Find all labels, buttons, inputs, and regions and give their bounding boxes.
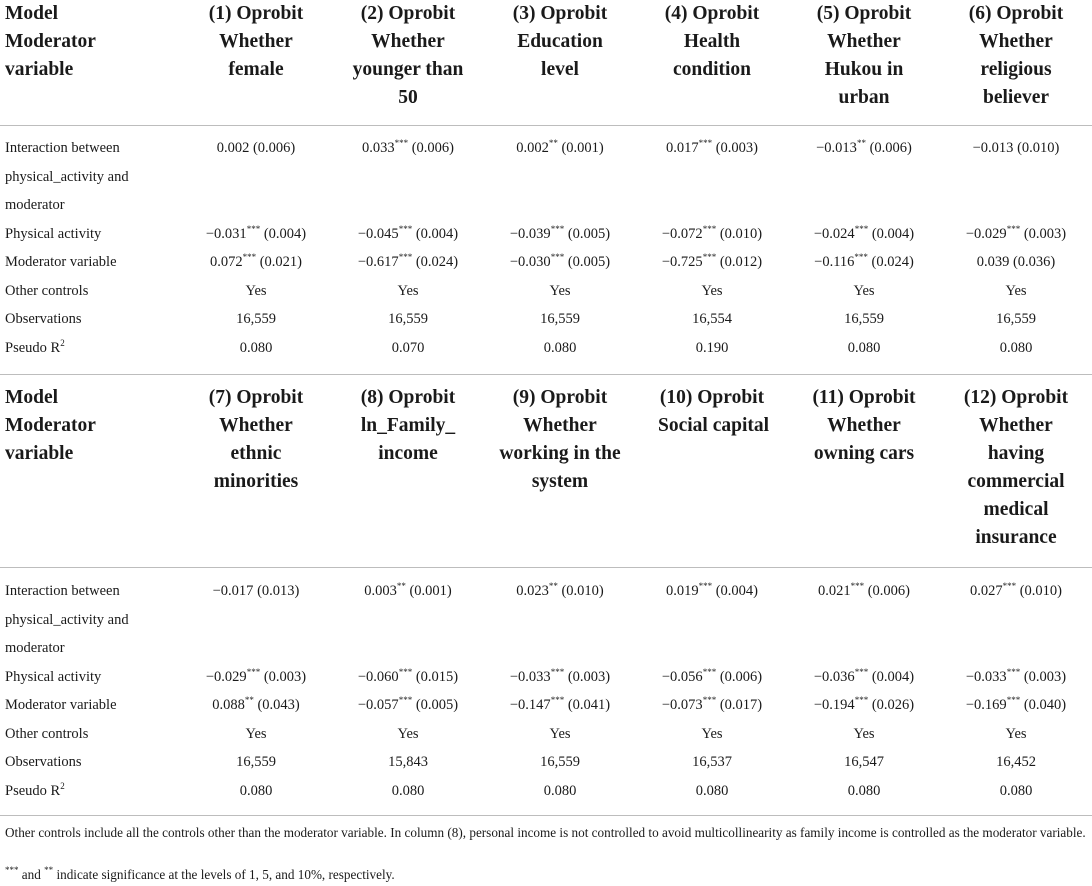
moderator-line: Hukou in [824, 59, 904, 80]
coef-cell: 0.017*** (0.003) [665, 138, 759, 156]
physical-activity-row [0, 663, 1092, 692]
moderator-line: minorities [213, 471, 299, 492]
coef-cell: −0.617*** (0.024) [357, 252, 459, 270]
coef-cell: −0.073*** (0.017) [661, 695, 763, 713]
label-line: physical_activity and [5, 611, 129, 628]
value-cell: 16,559 [996, 311, 1036, 327]
value-cell: 0.080 [391, 782, 425, 799]
model-name: (1) Oprobit [208, 3, 304, 24]
label-line: moderator [5, 640, 65, 656]
coef-cell: −0.033*** (0.003) [965, 666, 1067, 685]
model-name: (12) Oprobit [963, 387, 1069, 408]
moderator-line: Whether [371, 31, 445, 52]
moderator-line: ethnic [230, 443, 282, 464]
label-line: variable [5, 59, 74, 80]
value-cell: Yes [701, 725, 723, 742]
coef-cell: 0.027*** (0.010) [969, 581, 1063, 599]
moderator-variable-row [0, 248, 1092, 277]
moderator-line: Whether [827, 31, 901, 52]
coef-cell: −0.147*** (0.041) [509, 695, 611, 713]
model-name: (3) Oprobit [512, 3, 608, 24]
value-cell: Yes [853, 282, 875, 299]
moderator-line: income [378, 443, 438, 464]
value-cell: Yes [701, 282, 723, 299]
row-label: Pseudo $R^2$ [5, 337, 65, 356]
value-cell: 0.080 [239, 339, 273, 356]
moderator-line: Whether [979, 31, 1053, 52]
moderator-line: 50 [398, 87, 418, 108]
section-divider [0, 125, 1092, 126]
value-cell: 0.080 [999, 339, 1033, 356]
moderator-line: working in the [499, 443, 621, 464]
value-cell: 16,559 [540, 311, 580, 327]
moderator-line: owning cars [813, 443, 915, 464]
moderator-header-row [0, 412, 1092, 566]
value-cell: 0.080 [847, 339, 881, 356]
value-cell: Yes [853, 725, 875, 742]
value-cell: Yes [1005, 725, 1027, 742]
value-cell: 0.080 [695, 782, 729, 799]
coef-cell: −0.057*** (0.005) [357, 695, 459, 713]
moderator-name [636, 412, 788, 566]
model-name: (6) Oprobit [968, 3, 1064, 24]
moderator-line: believer [982, 87, 1050, 108]
section-divider [0, 815, 1092, 816]
model-name: (7) Oprobit [208, 387, 304, 408]
observations-row [0, 305, 1092, 334]
moderator-line: Education [517, 31, 603, 52]
label-line: variable [5, 443, 74, 464]
moderator-line: Whether [219, 31, 293, 52]
value-cell: 16,452 [996, 754, 1036, 770]
row-label: Physical activity [5, 668, 102, 685]
value-cell: 16,547 [844, 754, 884, 770]
model-header-row [0, 0, 1092, 28]
coef-cell: −0.169*** (0.040) [965, 695, 1067, 713]
moderator-line: having [987, 443, 1045, 464]
moderator-variable-label [0, 28, 180, 126]
coef-cell: −0.030*** (0.005) [509, 252, 611, 270]
row-label: Moderator variable [5, 697, 117, 713]
moderator-name [788, 412, 940, 566]
model-name: (11) Oprobit [812, 387, 916, 408]
moderator-name [180, 412, 332, 566]
coef-cell: 0.002** (0.001) [516, 138, 604, 156]
observations-row [0, 748, 1092, 777]
value-cell: 0.080 [847, 782, 881, 799]
moderator-line: medical [983, 499, 1049, 520]
model-name: (10) Oprobit [659, 387, 765, 408]
model-header-row [0, 384, 1092, 412]
value-cell: 16,559 [844, 311, 884, 327]
moderator-variable-label [0, 412, 180, 566]
coef-cell: 0.033*** (0.006) [361, 138, 455, 156]
coef-cell: −0.725*** (0.012) [661, 252, 763, 270]
moderator-name [484, 412, 636, 566]
coef-cell: −0.029*** (0.003) [965, 223, 1067, 242]
coef-cell: 0.088** (0.043) [212, 695, 300, 713]
model-label: Model [5, 387, 59, 408]
row-label: Pseudo $R^2$ [5, 780, 65, 799]
model-label: Model [5, 3, 59, 24]
moderator-line: female [228, 59, 284, 80]
value-cell: Yes [549, 725, 571, 742]
model-name: (9) Oprobit [512, 387, 608, 408]
other-controls-row [0, 720, 1092, 749]
coef-cell: −0.031*** (0.004) [205, 223, 307, 242]
panel-a-table [0, 0, 1092, 126]
value-cell: Yes [397, 725, 419, 742]
moderator-line: younger than [352, 59, 464, 80]
coef-cell: −0.036*** (0.004) [813, 666, 915, 685]
value-cell: 16,559 [236, 311, 276, 327]
row-label: Other controls [5, 282, 89, 299]
moderator-variable-row [0, 691, 1092, 720]
moderator-line: Health [683, 31, 741, 52]
moderator-name [484, 28, 636, 126]
coef-cell: 0.072*** (0.021) [209, 252, 303, 270]
coef-cell: −0.072*** (0.010) [661, 223, 763, 242]
label-line: Interaction between [5, 140, 120, 156]
moderator-line: religious [980, 59, 1052, 80]
pseudo-r2-row [0, 777, 1092, 806]
value-cell: 16,537 [692, 754, 732, 770]
label-line: moderator [5, 197, 65, 213]
significance-note: *** and ** indicate significance at the levels of 1, 5, and 10%, respectively. [5, 865, 395, 882]
moderator-line: system [531, 471, 589, 492]
row-label [0, 577, 180, 663]
value-cell: 15,843 [388, 754, 428, 770]
pseudo-r2-row [0, 334, 1092, 363]
moderator-line: level [541, 59, 579, 80]
value-cell: 0.190 [695, 339, 729, 356]
label-line: Interaction between [5, 583, 120, 599]
row-label: Other controls [5, 725, 89, 742]
value-cell: Yes [1005, 282, 1027, 299]
physical-activity-row [0, 220, 1092, 249]
value-cell: Yes [549, 282, 571, 299]
model-name: (8) Oprobit [360, 387, 456, 408]
coef-cell: −0.039*** (0.005) [509, 223, 611, 242]
section-divider [0, 374, 1092, 375]
coef-cell: 0.019*** (0.004) [665, 581, 759, 599]
coef-cell: −0.060*** (0.015) [357, 666, 459, 685]
row-label [0, 134, 180, 220]
section-divider [0, 567, 1092, 568]
value-cell: Yes [397, 282, 419, 299]
moderator-line: Whether [979, 415, 1053, 436]
label-line: Moderator [5, 31, 96, 52]
moderator-line: insurance [975, 527, 1057, 548]
row-label: Physical activity [5, 225, 102, 242]
value-cell: 0.080 [999, 782, 1033, 799]
value-cell: 0.070 [391, 339, 425, 356]
row-label: Observations [5, 754, 82, 770]
moderator-name [940, 28, 1092, 126]
moderator-name [332, 412, 484, 566]
coef-cell: −0.013 (0.010) [972, 140, 1060, 156]
coef-cell: −0.033*** (0.003) [509, 666, 611, 685]
moderator-name [788, 28, 940, 126]
moderator-name [636, 28, 788, 126]
moderator-line: condition [672, 59, 752, 80]
table-note: Other controls include all the controls other than the moderator variable. In column (8), personal income is not controlled to avoid multicollinearity as family income is controlled as the moderator variable. [5, 825, 1086, 840]
value-cell: 0.080 [543, 339, 577, 356]
value-cell: 0.080 [239, 782, 273, 799]
interaction-row [0, 577, 1092, 663]
coef-cell: −0.116*** (0.024) [814, 252, 914, 270]
coef-cell: −0.056*** (0.006) [661, 666, 763, 685]
coef-cell: −0.024*** (0.004) [813, 223, 915, 242]
panel-b-table [0, 384, 1092, 566]
coef-cell: 0.023** (0.010) [516, 581, 604, 599]
interaction-row [0, 134, 1092, 220]
moderator-line: Whether [219, 415, 293, 436]
value-cell: Yes [245, 282, 267, 299]
moderator-name [180, 28, 332, 126]
coef-cell: −0.029*** (0.003) [205, 666, 307, 685]
other-controls-row [0, 277, 1092, 306]
coef-cell: −0.045*** (0.004) [357, 223, 459, 242]
row-label: Moderator variable [5, 254, 117, 270]
row-label: Observations [5, 311, 82, 327]
value-cell: 16,559 [236, 754, 276, 770]
moderator-line: Whether [827, 415, 901, 436]
panel-a-results [0, 134, 1092, 362]
coef-cell: −0.017 (0.013) [212, 583, 300, 599]
model-name: (5) Oprobit [816, 3, 912, 24]
moderator-line: ln_Family_ [360, 415, 456, 436]
value-cell: Yes [245, 725, 267, 742]
moderator-name [332, 28, 484, 126]
coef-cell: 0.039 (0.036) [976, 254, 1056, 270]
coef-cell: 0.003** (0.001) [364, 581, 452, 599]
value-cell: 0.080 [543, 782, 577, 799]
model-name: (2) Oprobit [360, 3, 456, 24]
panel-b-results [0, 577, 1092, 805]
moderator-name [940, 412, 1092, 566]
moderator-line: Social capital [658, 415, 770, 436]
coef-cell: 0.002 (0.006) [216, 140, 296, 156]
value-cell: 16,559 [388, 311, 428, 327]
moderator-header-row [0, 28, 1092, 126]
coef-cell: −0.194*** (0.026) [813, 695, 915, 713]
coef-cell: 0.021*** (0.006) [817, 581, 911, 599]
value-cell: 16,554 [692, 311, 732, 327]
label-line: Moderator [5, 415, 96, 436]
label-line: physical_activity and [5, 168, 129, 185]
value-cell: 16,559 [540, 754, 580, 770]
moderator-line: Whether [523, 415, 597, 436]
coef-cell: −0.013** (0.006) [816, 138, 912, 156]
moderator-line: urban [838, 87, 890, 108]
moderator-line: commercial [967, 471, 1065, 492]
model-name: (4) Oprobit [664, 3, 760, 24]
